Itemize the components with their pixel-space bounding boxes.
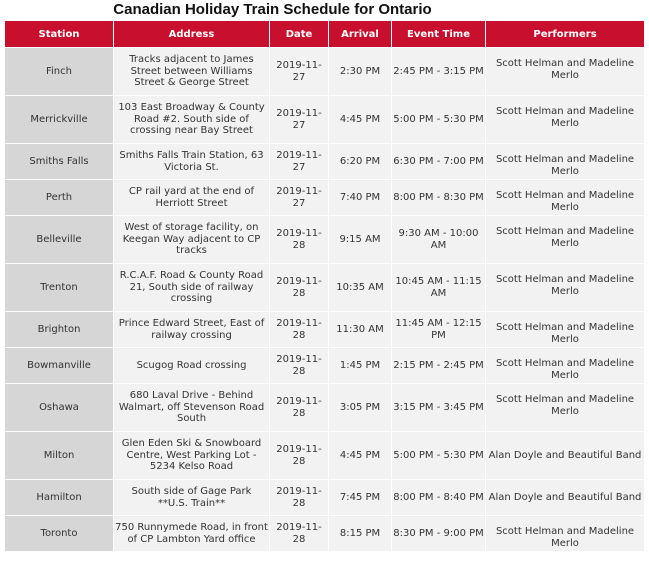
column-header-event-time[interactable]: Event Time (392, 21, 485, 47)
arrival-cell: 10:35 AM (329, 264, 391, 311)
event-time-cell: 8:30 PM - 9:00 PM (392, 516, 485, 551)
performers-cell: Scott Helman and Madeline Merlo (486, 144, 644, 179)
schedule-table (4, 20, 645, 552)
table-row (5, 516, 644, 551)
station-cell: Smiths Falls (5, 144, 113, 179)
station-cell: Perth (5, 180, 113, 215)
address-cell: Smiths Falls Train Station, 63 Victoria St. (114, 144, 269, 179)
date-cell: 2019-11-27 (270, 48, 328, 95)
date-cell: 2019-11-28 (270, 312, 328, 347)
arrival-cell: 6:20 PM (329, 144, 391, 179)
station-cell: Oshawa (5, 384, 113, 431)
address-cell: 680 Laval Drive - Behind Walmart, off Stevenson Road South (114, 384, 269, 431)
event-time-cell: 8:00 PM - 8:30 PM (392, 180, 485, 215)
address-cell: Glen Eden Ski & Snowboard Centre, West Parking Lot - 5234 Kelso Road (114, 432, 269, 479)
station-cell: Toronto (5, 516, 113, 551)
table-row (5, 264, 644, 311)
column-header-date[interactable]: Date (270, 21, 328, 47)
table-row (5, 348, 644, 383)
performers-cell: Alan Doyle and Beautiful Band (486, 432, 644, 479)
station-cell: Milton (5, 432, 113, 479)
address-cell: West of storage facility, on Keegan Way adjacent to CP tracks (114, 216, 269, 263)
table-row (5, 384, 644, 431)
arrival-cell: 3:05 PM (329, 384, 391, 431)
date-cell: 2019-11-28 (270, 348, 328, 383)
event-time-cell: 3:15 PM - 3:45 PM (392, 384, 485, 431)
performers-cell: Scott Helman and Madeline Merlo (486, 384, 644, 431)
station-cell: Finch (5, 48, 113, 95)
table-row (5, 480, 644, 515)
date-cell: 2019-11-28 (270, 432, 328, 479)
event-time-cell: 2:45 PM - 3:15 PM (392, 48, 485, 95)
date-cell: 2019-11-28 (270, 516, 328, 551)
event-time-cell: 6:30 PM - 7:00 PM (392, 144, 485, 179)
address-cell: R.C.A.F. Road & County Road 21, South side of railway crossing (114, 264, 269, 311)
performers-cell: Scott Helman and Madeline Merlo (486, 180, 644, 215)
station-cell: Trenton (5, 264, 113, 311)
arrival-cell: 9:15 AM (329, 216, 391, 263)
performers-cell: Scott Helman and Madeline Merlo (486, 348, 644, 383)
address-cell: Prince Edward Street, East of railway crossing (114, 312, 269, 347)
address-cell: South side of Gage Park **U.S. Train** (114, 480, 269, 515)
event-time-cell: 5:00 PM - 5:30 PM (392, 96, 485, 143)
performers-cell: Alan Doyle and Beautiful Band (486, 480, 644, 515)
table-row (5, 96, 644, 143)
arrival-cell: 7:40 PM (329, 180, 391, 215)
table-row (5, 144, 644, 179)
column-header-station[interactable]: Station (5, 21, 113, 47)
date-cell: 2019-11-27 (270, 144, 328, 179)
event-time-cell: 8:00 PM - 8:40 PM (392, 480, 485, 515)
event-time-cell: 10:45 AM - 11:15 AM (392, 264, 485, 311)
station-cell: Bowmanville (5, 348, 113, 383)
arrival-cell: 4:45 PM (329, 96, 391, 143)
date-cell: 2019-11-28 (270, 480, 328, 515)
station-cell: Merrickville (5, 96, 113, 143)
address-cell: Tracks adjacent to James Street between Williams Street & George Street (114, 48, 269, 95)
date-cell: 2019-11-28 (270, 216, 328, 263)
performers-cell: Scott Helman and Madeline Merlo (486, 264, 644, 311)
performers-cell: Scott Helman and Madeline Merlo (486, 48, 644, 95)
table-row (5, 432, 644, 479)
performers-cell: Scott Helman and Madeline Merlo (486, 216, 644, 263)
address-cell: 750 Runnymede Road, in front of CP Lambton Yard office (114, 516, 269, 551)
arrival-cell: 4:45 PM (329, 432, 391, 479)
arrival-cell: 2:30 PM (329, 48, 391, 95)
station-cell: Belleville (5, 216, 113, 263)
performers-cell: Scott Helman and Madeline Merlo (486, 96, 644, 143)
page-title: Canadian Holiday Train Schedule for Ontario (113, 1, 432, 18)
event-time-cell: 11:45 AM - 12:15 PM (392, 312, 485, 347)
address-cell: CP rail yard at the end of Herriott Street (114, 180, 269, 215)
table-row (5, 312, 644, 347)
event-time-cell: 2:15 PM - 2:45 PM (392, 348, 485, 383)
arrival-cell: 8:15 PM (329, 516, 391, 551)
address-cell: Scugog Road crossing (114, 348, 269, 383)
event-time-cell: 5:00 PM - 5:30 PM (392, 432, 485, 479)
table-row (5, 48, 644, 95)
address-cell: 103 East Broadway & County Road #2. South side of crossing near Bay Street (114, 96, 269, 143)
station-cell: Brighton (5, 312, 113, 347)
column-header-arrival[interactable]: Arrival (329, 21, 391, 47)
date-cell: 2019-11-27 (270, 96, 328, 143)
table-row (5, 216, 644, 263)
column-header-address[interactable]: Address (114, 21, 269, 47)
header-row (5, 21, 644, 47)
date-cell: 2019-11-28 (270, 384, 328, 431)
station-cell: Hamilton (5, 480, 113, 515)
arrival-cell: 1:45 PM (329, 348, 391, 383)
performers-cell: Scott Helman and Madeline Merlo (486, 312, 644, 347)
arrival-cell: 7:45 PM (329, 480, 391, 515)
date-cell: 2019-11-28 (270, 264, 328, 311)
table-row (5, 180, 644, 215)
event-time-cell: 9:30 AM - 10:00 AM (392, 216, 485, 263)
date-cell: 2019-11-27 (270, 180, 328, 215)
arrival-cell: 11:30 AM (329, 312, 391, 347)
column-header-performers[interactable]: Performers (486, 21, 644, 47)
performers-cell: Scott Helman and Madeline Merlo (486, 516, 644, 551)
